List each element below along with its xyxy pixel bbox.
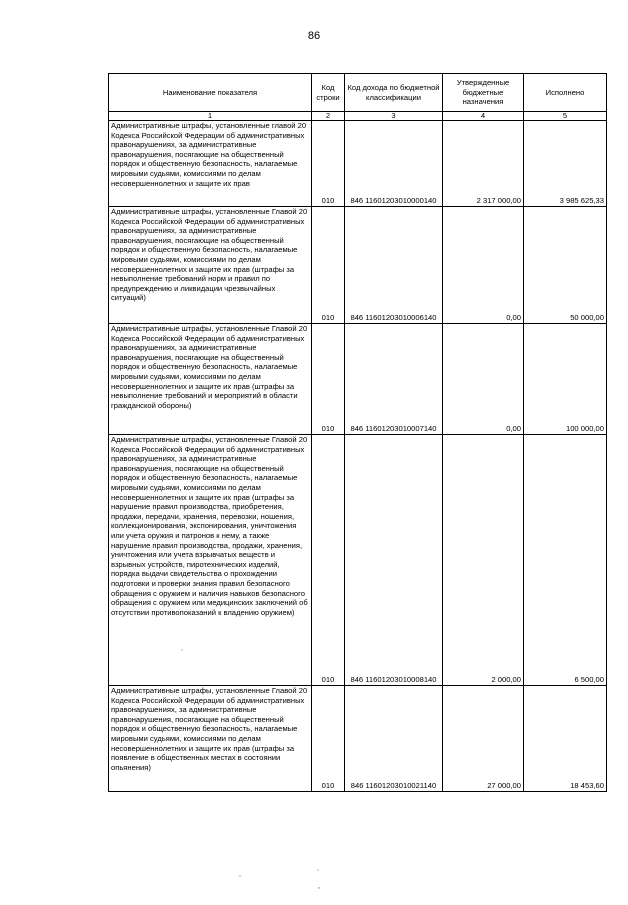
header-line-code: Код строки [312,74,345,112]
row-line-code: 010 [312,435,345,686]
row-income-code: 846 11601203010000140 [345,121,443,207]
column-number: 4 [443,112,524,121]
row-line-code: 010 [312,686,345,792]
row-executed: 50 000,00 [524,207,607,324]
row-income-code: 846 11601203010008140 [345,435,443,686]
row-approved: 27 000,00 [443,686,524,792]
header-approved: Утвержденные бюджетные назначения [443,74,524,112]
row-name: Административные штрафы, установленные Главой 20 Кодекса Российской Федерации об административных правонарушениях, за административные правонарушения, посягающие на общественный порядок и общественную безопасность, налагаемые мировыми судьями, комиссиями по делам несовершеннолетних и защите их прав (штрафы за невыполнение требований и мероприятий в области гражданской обороны) [109,324,312,435]
scan-speck [239,875,240,876]
column-number: 3 [345,112,443,121]
row-line-code: 010 [312,324,345,435]
row-approved: 2 000,00 [443,435,524,686]
row-executed: 6 500,00 [524,435,607,686]
row-income-code: 846 11601203010007140 [345,324,443,435]
scan-speck [181,649,182,650]
header-name: Наименование показателя [109,74,312,112]
scan-speck [318,887,319,888]
column-number: 1 [109,112,312,121]
row-line-code: 010 [312,121,345,207]
scan-speck [317,869,318,870]
row-approved: 2 317 000,00 [443,121,524,207]
row-approved: 0,00 [443,207,524,324]
column-number: 2 [312,112,345,121]
page-number: 86 [307,30,321,42]
header-income-code: Код дохода по бюджетной классификации [345,74,443,112]
row-name: Административные штрафы, установленные Главой 20 Кодекса Российской Федерации об административных правонарушениях, за административные правонарушения, посягающие на общественный порядок и общественную безопасность, налагаемые мировыми судьями, комиссиями по делам несовершеннолетних и защите их прав (штрафы за появление в общественных местах в состоянии опьянения) [109,686,312,792]
row-name: Административные штрафы, установленные главой 20 Кодекса Российской Федерации об административных правонарушениях, за административные правонарушения, посягающие на общественный порядок и общественную безопасность, налагаемые мировыми судьями, комиссиями по делам несовершеннолетних и защите их прав [109,121,312,207]
row-income-code: 846 11601203010021140 [345,686,443,792]
row-executed: 18 453,60 [524,686,607,792]
column-number: 5 [524,112,607,121]
header-executed: Исполнено [524,74,607,112]
row-income-code: 846 11601203010006140 [345,207,443,324]
row-executed: 100 000,00 [524,324,607,435]
row-name: Административные штрафы, установленные Главой 20 Кодекса Российской Федерации об административных правонарушениях, за административные правонарушения, посягающие на общественный порядок и общественную безопасность, налагаемые мировыми судьями, комиссиями по делам несовершеннолетних и защите их прав (штрафы за невыполнение требований норм и правил по предупреждению и ликвидации чрезвычайных ситуаций) [109,207,312,324]
row-executed: 3 985 625,33 [524,121,607,207]
row-name: Административные штрафы, установленные Главой 20 Кодекса Российской Федерации об административных правонарушениях, за административные правонарушения, посягающие на общественный порядок и общественную безопасность, налагаемые мировыми судьями, комиссиями по делам несовершеннолетних и защите их прав (штрафы за нарушение правил производства, приобретения, продажи, передачи, хранения, перевозки, ношения, коллекционирования, экспонирования, уничтожения или учета оружия и патронов к нему, а также нарушение правил производства, продажи, хранения, уничтожения или учета взрывчатых веществ и взрывных устройств, пиротехнических изделий, порядка выдачи свидетельства о прохождении подготовки и проверки знания правил безопасного обращения с оружием и наличия навыков безопасного обращения с оружием или медицинских заключений об отсутствии противопоказаний к владению оружием) [109,435,312,686]
row-approved: 0,00 [443,324,524,435]
row-line-code: 010 [312,207,345,324]
